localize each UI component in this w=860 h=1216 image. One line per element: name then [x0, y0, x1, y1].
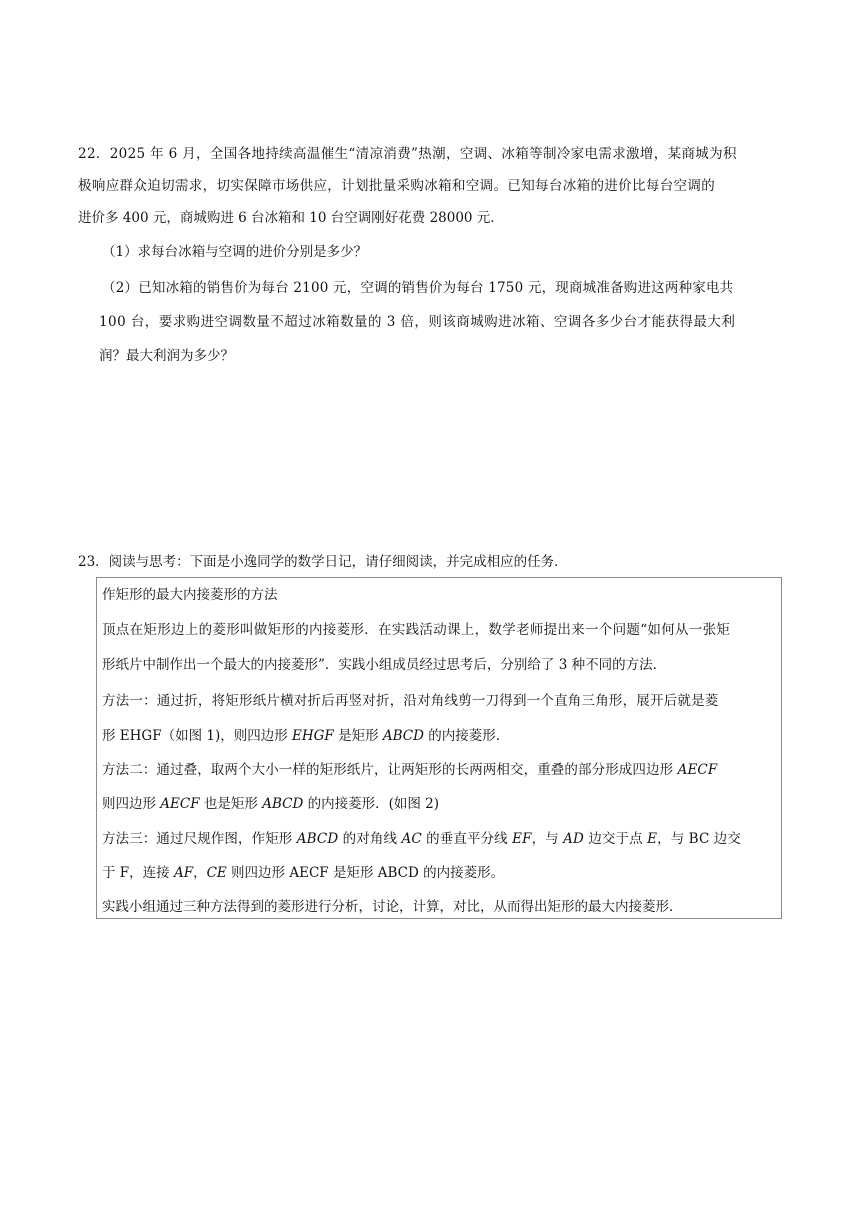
- text-span: ，: [193, 865, 207, 881]
- q22-stem-line-3: 进价多 400 元，商城购进 6 台冰箱和 10 台空调刚好花费 28000 元．: [78, 210, 504, 226]
- text-span: 边交于点: [583, 831, 648, 847]
- text-span: 的对角线: [338, 831, 402, 847]
- diary-conclusion: 实践小组通过三种方法得到的菱形进行分析，讨论，计算，对比，从而得出矩形的最大内接菱形．: [102, 899, 683, 915]
- text-span: 则四边形: [102, 796, 161, 812]
- math-var: AECF: [160, 796, 200, 812]
- math-var: AECF: [677, 762, 718, 778]
- math-var: AF: [173, 865, 194, 881]
- text-span: ，与 BC 边交: [657, 831, 741, 847]
- math-var: CE: [206, 865, 227, 881]
- diary-para-1-line-2: 形纸片中制作出一个最大的内接菱形”．实践小组成员经过思考后，分别给了 3 种不同的方法．: [102, 657, 667, 673]
- method-3-line-1: [102, 830, 741, 848]
- math-var: EHGF: [292, 728, 334, 744]
- method-1-line-1: 方法一：通过折，将矩形纸片横对折后再竖对折，沿对角线剪一刀得到一个直角三角形，展开后就是菱: [102, 693, 719, 709]
- method-2-line-1: [102, 761, 717, 779]
- math-var: ABCD: [262, 796, 304, 812]
- text-span: 是矩形: [333, 728, 383, 744]
- text-span: 方法三：通过尺规作图，作矩形: [102, 831, 297, 847]
- text-span: 的内接菱形．(如图 2): [303, 796, 439, 812]
- text-span: 方法二：通过叠，取两个大小一样的矩形纸片，让两矩形的长两两相交，重叠的部分形成四边形: [102, 762, 678, 778]
- method-3-line-2: [102, 864, 504, 882]
- text-span: 则四边形 AECF 是矩形 ABCD 的内接菱形。: [226, 865, 505, 881]
- q22-part-2-line-2: 100 台，要求购进空调数量不超过冰箱数量的 3 倍，则该商城购进冰箱、空调各多少台才能获得最大利: [99, 314, 736, 330]
- text-span: 的垂直平分线: [421, 831, 513, 847]
- math-var: E: [647, 831, 658, 847]
- q22-part-1: （1）求每台冰箱与空调的进价分别是多少？: [102, 244, 368, 260]
- q22-stem-line-1: 22．2025 年 6 月，全国各地持续高温催生“清凉消费”热潮，空调、冰箱等制冷家电需求激增，某商城为积: [78, 146, 737, 162]
- math-var: EF: [512, 831, 532, 847]
- text-span: ，与: [531, 831, 564, 847]
- math-var: ABCD: [296, 831, 339, 847]
- q22-stem-line-2: 极响应群众迫切需求，切实保障市场供应，计划批量采购冰箱和空调。已知每台冰箱的进价比每台空调的: [78, 178, 716, 194]
- text-span: 于 F，连接: [102, 865, 174, 881]
- text-span: 的内接菱形.: [423, 728, 501, 744]
- diary-para-1-line-1: 顶点在矩形边上的菱形叫做矩形的内接菱形．在实践活动课上，数学老师提出来一个问题“如何从一张矩: [102, 622, 731, 638]
- q22-part-2-line-1: （2）已知冰箱的销售价为每台 2100 元，空调的销售价为每台 1750 元，现商城准备购进这两种家电共: [102, 280, 734, 296]
- q23-intro: 23．阅读与思考：下面是小逸同学的数学日记，请仔细阅读，并完成相应的任务．: [78, 554, 568, 570]
- math-var: ABCD: [382, 728, 424, 744]
- text-span: 形 EHGF（如图 1)，则四边形: [102, 728, 293, 744]
- diary-title: 作矩形的最大内接菱形的方法: [102, 587, 278, 603]
- method-1-line-2: [102, 727, 500, 745]
- text-span: 也是矩形: [199, 796, 263, 812]
- q22-part-2-line-3: 润？最大利润为多少？: [99, 348, 234, 364]
- method-2-line-2: [102, 795, 439, 813]
- math-var: AD: [563, 831, 584, 847]
- math-var: AC: [401, 831, 422, 847]
